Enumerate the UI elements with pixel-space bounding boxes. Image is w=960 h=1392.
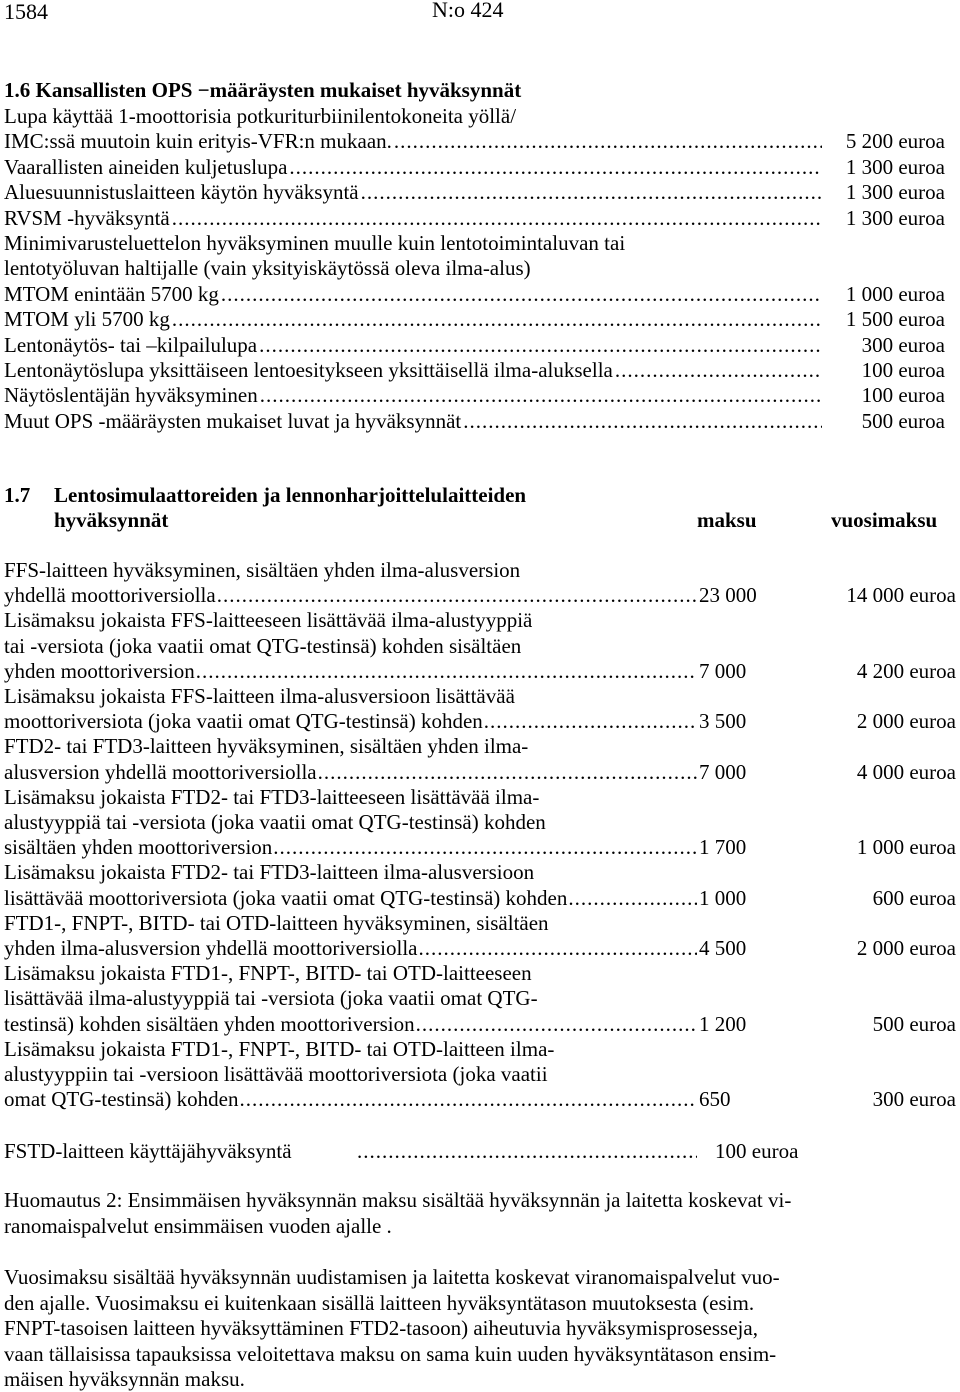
fee-item-price: 100 euroa — [861, 383, 945, 408]
fee-item-price: 500 euroa — [861, 408, 945, 433]
simulator-fee: 7 000 — [699, 759, 747, 784]
note-line: ranomaispalvelut ensimmäisen vuoden ajalle . — [4, 1213, 392, 1238]
simulator-item-label: lisättävää ilma-alustyyppiä tai -versiota (joka vaatii omat QTG- — [4, 986, 538, 1011]
simulator-item-label: Lisämaksu jokaista FTD2- tai FTD3-laitteen ilma-alusversioon — [4, 860, 535, 885]
section-1-7-number: 1.7 — [4, 483, 31, 507]
note-line: Huomautus 2: Ensimmäisen hyväksynnän maksu sisältää hyväksynnän ja laitetta koskevat vi- — [4, 1188, 792, 1212]
leader-dots — [463, 409, 822, 434]
fee-column-header: maksu — [697, 508, 757, 532]
section-1-7-heading-cont: hyväksynnät — [54, 508, 169, 532]
fee-item-price: 1 300 euroa — [845, 205, 945, 230]
simulator-fee: 1 000 — [699, 885, 747, 910]
fee-item-price: 1 300 euroa — [845, 180, 945, 205]
annual-fee-column-header: vuosimaksu — [831, 508, 938, 532]
leader-dots — [318, 760, 697, 785]
note-line: vaan tällaisissa tapauksissa veloitettava maksu on sama kuin uuden hyväksyntätason ensim- — [4, 1341, 777, 1366]
simulator-annual-fee: 600 euroa — [872, 885, 956, 910]
issue-number: N:o 424 — [432, 0, 504, 22]
leader-dots — [419, 936, 698, 961]
simulator-item-label: Lisämaksu jokaista FTD1-, FNPT-, BITD- tai OTD-laitteen ilma- — [4, 1036, 555, 1061]
simulator-fee: 7 000 — [699, 658, 747, 683]
section-1-6-heading: 1.6 Kansallisten OPS −määräysten mukaiset hyväksynnät — [4, 78, 522, 102]
leader-dots — [394, 129, 822, 154]
fee-item-label: Lentonäytös- tai –kilpailulupa — [4, 332, 258, 357]
leader-dots — [217, 583, 697, 608]
simulator-annual-fee: 2 000 euroa — [856, 936, 956, 960]
page-number: 1584 — [4, 0, 48, 24]
simulator-annual-fee: 2 000 euroa — [856, 709, 956, 734]
simulator-item-label: Lisämaksu jokaista FTD1-, FNPT-, BITD- tai OTD-laitteeseen — [4, 961, 532, 986]
fee-item-label: Vaarallisten aineiden kuljetuslupa — [4, 154, 288, 179]
fee-item-label: Lupa käyttää 1-moottorisia potkuriturbiinilentokoneita yöllä/ — [4, 104, 517, 128]
fee-item-label: Näytöslentäjän hyväksyminen — [4, 383, 258, 408]
simulator-item-label: FTD1-, FNPT-, BITD- tai OTD-laitteen hyväksyminen, sisältäen — [4, 910, 549, 935]
leader-dots — [260, 383, 822, 408]
note-line: den ajalle. Vuosimaksu ei kuitenkaan sisällä laitteen hyväksyntätason muutoksesta (esim. — [4, 1290, 755, 1315]
simulator-fee: 3 500 — [699, 709, 747, 734]
simulator-item-label: Lisämaksu jokaista FFS-laitteen ilma-alusversioon lisättävää — [4, 684, 515, 708]
simulator-fee: 4 500 — [699, 936, 747, 960]
simulator-annual-fee: 14 000 euroa — [846, 583, 956, 608]
simulator-item-label: testinsä) kohden sisältäen yhden moottoriversion — [4, 1011, 415, 1036]
leader-dots — [484, 709, 697, 734]
fee-item-label: Minimivarusteluettelon hyväksyminen muulle kuin lentotoimintaluvan tai — [4, 231, 626, 255]
simulator-item-label: moottoriversiota (joka vaatii omat QTG-testinsä) kohden — [4, 709, 483, 734]
fee-item-label: Aluesuunnistuslaitteen käytön hyväksyntä — [4, 180, 359, 205]
fee-item-price: 1 500 euroa — [845, 307, 945, 332]
simulator-fee: 1 200 — [699, 1011, 747, 1036]
fee-item-label: Lentonäytöslupa yksittäiseen lentoesitykseen yksittäisellä ilma-aluksella — [4, 358, 613, 382]
simulator-annual-fee: 300 euroa — [872, 1087, 956, 1112]
fee-item-label: lentotyöluvan haltijalle (vain yksityiskäytössä oleva ilma-alus) — [4, 256, 531, 281]
fee-item-price: 5 200 euroa — [845, 129, 945, 154]
leader-dots — [289, 155, 822, 180]
fee-item-price: 1 300 euroa — [845, 154, 945, 179]
leader-dots — [221, 282, 822, 307]
leader-dots — [172, 307, 822, 332]
fee-item-price: 300 euroa — [861, 332, 945, 357]
simulator-item-label: yhdellä moottoriversiolla — [4, 583, 216, 608]
fstd-leader-dots — [357, 1139, 697, 1164]
leader-dots — [615, 358, 822, 383]
section-1-7-heading: Lentosimulaattoreiden ja lennonharjoittelulaitteiden — [54, 483, 527, 507]
simulator-item-label: omat QTG-testinsä) kohden — [4, 1087, 239, 1112]
simulator-item-label: Lisämaksu jokaista FFS-laitteeseen lisättävää ilma-alustyyppiä — [4, 608, 533, 633]
leader-dots — [196, 659, 697, 684]
simulator-annual-fee: 4 200 euroa — [856, 658, 956, 683]
simulator-item-label: yhden moottoriversion — [4, 658, 195, 683]
leader-dots — [361, 180, 822, 205]
fee-item-label: IMC:ssä muutoin kuin erityis-VFR:n mukaan. — [4, 129, 392, 154]
fstd-label: FSTD-laitteen käyttäjähyväksyntä — [4, 1139, 292, 1163]
fee-item-label: RVSM -hyväksyntä — [4, 205, 170, 230]
simulator-item-label: alustyyppiä tai -versiota (joka vaatii omat QTG-testinsä) kohden — [4, 810, 546, 834]
fee-item-label: Muut OPS -määräysten mukaiset luvat ja hyväksynnät — [4, 408, 462, 433]
simulator-item-label: FFS-laitteen hyväksyminen, sisältäen yhden ilma-alusversion — [4, 558, 521, 582]
leader-dots — [273, 835, 697, 860]
simulator-item-label: Lisämaksu jokaista FTD2- tai FTD3-laitteeseen lisättävää ilma- — [4, 784, 540, 809]
fee-item-label: MTOM yli 5700 kg — [4, 307, 170, 332]
simulator-item-label: FTD2- tai FTD3-laitteen hyväksyminen, sisältäen yhden ilma- — [4, 734, 529, 759]
simulator-item-label: lisättävää moottoriversiota (joka vaatii omat QTG-testinsä) kohden — [4, 885, 568, 910]
note-line: Vuosimaksu sisältää hyväksynnän uudistamisen ja laitetta koskevat viranomaispalvelut vuo- — [4, 1265, 780, 1289]
simulator-item-label: alusversion yhdellä moottoriversiolla — [4, 759, 317, 784]
simulator-fee: 650 — [699, 1087, 731, 1112]
leader-dots — [568, 886, 697, 911]
simulator-annual-fee: 4 000 euroa — [856, 759, 956, 784]
fee-item-price: 100 euroa — [861, 358, 945, 382]
fee-item-price: 1 000 euroa — [845, 281, 945, 306]
fee-item-label: MTOM enintään 5700 kg — [4, 281, 219, 306]
simulator-item-label: tai -versiota (joka vaatii omat QTG-testinsä) kohden sisältäen — [4, 633, 522, 658]
fstd-fee: 100 euroa — [715, 1139, 799, 1163]
simulator-item-label: yhden ilma-alusversion yhdellä moottoriversiolla — [4, 936, 418, 960]
leader-dots — [259, 333, 822, 358]
leader-dots — [239, 1087, 697, 1112]
simulator-annual-fee: 500 euroa — [872, 1011, 956, 1036]
note-line: FNPT-tasoisen laitteen hyväksyttäminen FTD2-tasoon) aiheutuvia hyväksymisprosesseja, — [4, 1316, 758, 1340]
simulator-fee: 1 700 — [699, 835, 747, 860]
leader-dots — [416, 1012, 697, 1037]
note-line: mäisen hyväksynnän maksu. — [4, 1367, 245, 1391]
leader-dots — [172, 206, 822, 231]
simulator-fee: 23 000 — [699, 583, 757, 608]
simulator-item-label: alustyyppiin tai -versioon lisättävää moottoriversiota (joka vaatii — [4, 1062, 548, 1086]
simulator-annual-fee: 1 000 euroa — [856, 835, 956, 860]
simulator-item-label: sisältäen yhden moottoriversion — [4, 835, 273, 860]
